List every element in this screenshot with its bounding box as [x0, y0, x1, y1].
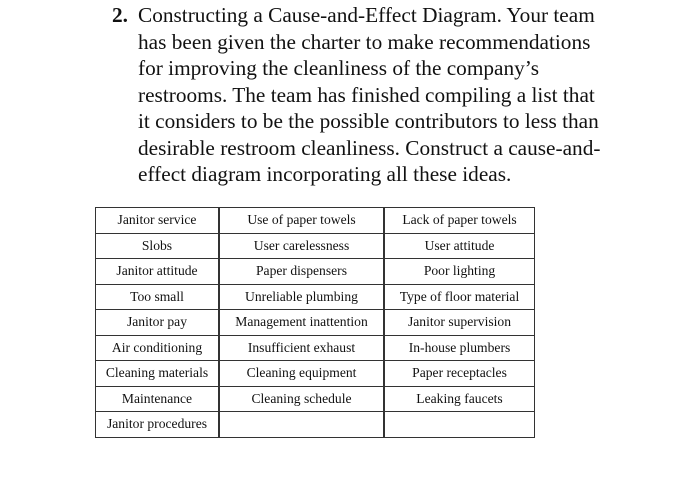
problem-line-3: for improving the cleanliness of the company’s — [138, 56, 539, 80]
table-row — [96, 361, 534, 387]
table-row — [96, 234, 534, 260]
table-row — [96, 285, 534, 311]
table-cell: Use of paper towels — [219, 208, 384, 234]
table-cell: Paper dispensers — [219, 259, 384, 285]
table-row — [96, 412, 534, 437]
table-cell: Slobs — [96, 234, 219, 260]
table-cell: Leaking faucets — [384, 387, 534, 413]
table-cell: Lack of paper towels — [384, 208, 534, 234]
table-row — [96, 310, 534, 336]
problem-line-1: 2. Constructing a Cause-and-Effect Diagram. Your team — [112, 3, 595, 27]
table-cell: User carelessness — [219, 234, 384, 260]
table-cell: Unreliable plumbing — [219, 285, 384, 311]
table-row — [96, 336, 534, 362]
table-cell: Paper receptacles — [384, 361, 534, 387]
table-cell: Janitor attitude — [96, 259, 219, 285]
table-cell: Janitor supervision — [384, 310, 534, 336]
problem-line-6: desirable restroom cleanliness. Construct a cause-and- — [138, 135, 601, 160]
table-cell: Management inattention — [219, 310, 384, 336]
problem-line-2: has been given the charter to make recommendations — [138, 29, 591, 54]
table-cell: Cleaning schedule — [219, 387, 384, 413]
table-cell: Cleaning equipment — [219, 361, 384, 387]
table-cell: Janitor pay — [96, 310, 219, 336]
table-cell-empty — [219, 412, 384, 437]
problem-line-5: it considers to be the possible contributors to less than — [138, 109, 599, 133]
table-cell: Maintenance — [96, 387, 219, 413]
table-cell-empty — [384, 412, 534, 437]
table-cell: Type of floor material — [384, 285, 534, 311]
table-cell: Cleaning materials — [96, 361, 219, 387]
table-cell: User attitude — [384, 234, 534, 260]
table-cell: Too small — [96, 285, 219, 311]
table-row — [96, 208, 534, 234]
table-cell: Poor lighting — [384, 259, 534, 285]
problem-line-4: restrooms. The team has finished compiling a list that — [138, 82, 595, 107]
table-cell: In-house plumbers — [384, 336, 534, 362]
table-cell: Janitor service — [96, 208, 219, 234]
table-cell: Air conditioning — [96, 336, 219, 362]
table-cell: Janitor procedures — [96, 412, 219, 437]
problem-line-7: effect diagram incorporating all these ideas. — [138, 162, 512, 186]
problem-statement — [112, 2, 652, 188]
ideas-table — [95, 207, 535, 438]
problem-number: 2. — [112, 3, 128, 27]
table-row — [96, 387, 534, 413]
table-cell: Insufficient exhaust — [219, 336, 384, 362]
table-row — [96, 259, 534, 285]
